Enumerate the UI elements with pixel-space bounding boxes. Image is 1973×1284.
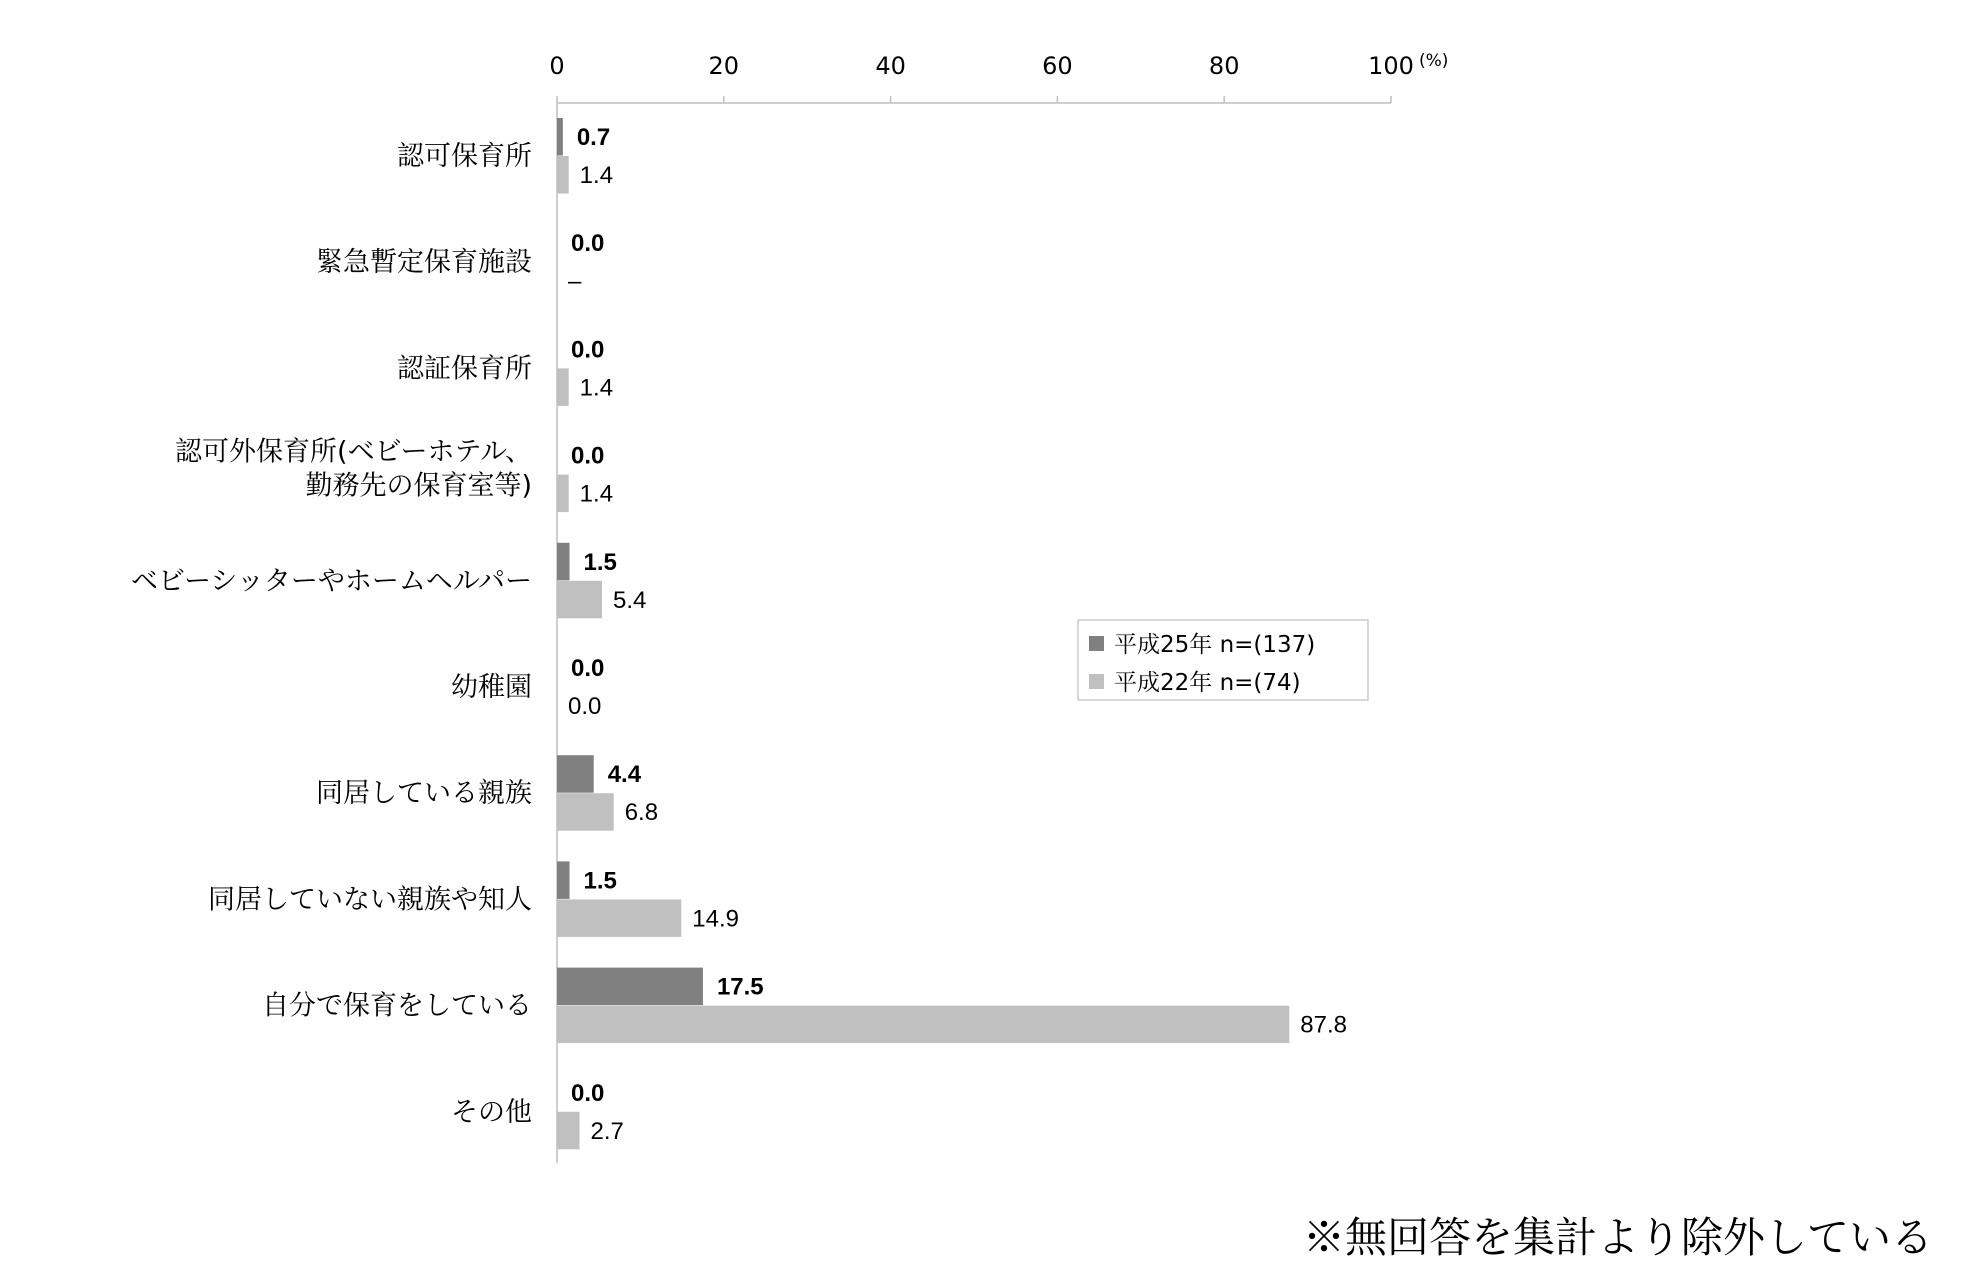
category-label: 幼稚園 <box>451 672 532 703</box>
bar-h22 <box>557 793 614 831</box>
bar-h25 <box>557 543 570 581</box>
bar-h25 <box>557 118 563 156</box>
value-label-h22: 0.0 <box>568 693 602 720</box>
value-label-h22: 14.9 <box>692 905 739 933</box>
category-label: 自分で保育をしている <box>262 990 532 1022</box>
x-tick-label: 80 <box>1208 52 1240 80</box>
bar-h22 <box>557 899 681 937</box>
value-label-h25: 0.0 <box>571 230 605 258</box>
category-label: ベビーシッターやホームヘルパー <box>131 565 532 597</box>
value-label-h22: 2.7 <box>590 1117 624 1145</box>
value-label-h22: 1.4 <box>579 374 614 402</box>
legend <box>1078 620 1368 700</box>
legend-label-h25: 平成25年 n=(137) <box>1114 632 1316 658</box>
bar-h22 <box>557 1006 1289 1044</box>
footnote: ※無回答を集計より除外している <box>1302 1213 1933 1262</box>
value-label-h22: 1.4 <box>579 480 614 508</box>
x-tick-label: 40 <box>875 52 906 80</box>
legend-label-h22: 平成22年 n=(74) <box>1114 670 1301 696</box>
category-label: 勤務先の保育室等) <box>305 470 532 502</box>
value-label-h25: 17.5 <box>716 973 764 1001</box>
bar-h22 <box>557 581 602 619</box>
x-tick-label: 0 <box>549 52 565 80</box>
bar-h22 <box>557 475 569 512</box>
value-label-h25: 0.0 <box>571 336 605 364</box>
x-tick-label: 20 <box>708 52 740 80</box>
category-label: 認可保育所 <box>397 141 532 172</box>
bar-h22 <box>557 1112 580 1150</box>
value-label-h22: 1.4 <box>579 162 614 189</box>
value-label-h25: 4.4 <box>607 761 642 789</box>
category-label: 同居していない親族や知人 <box>208 884 532 916</box>
x-tick-label: 60 <box>1042 52 1073 80</box>
category-label: 認証保育所 <box>397 353 532 385</box>
category-labels <box>131 141 532 1128</box>
bar-h22 <box>557 368 569 406</box>
bar-h25 <box>557 968 703 1006</box>
bar-h22 <box>557 156 569 194</box>
category-label: 同居している親族 <box>316 778 532 810</box>
x-tick-label: 100 <box>1368 52 1414 80</box>
legend-swatch-h25 <box>1089 636 1104 651</box>
value-label-h25: 0.7 <box>576 124 611 151</box>
bar-h25 <box>557 861 570 899</box>
category-label: 緊急暫定保育施設 <box>316 247 532 279</box>
value-label-h25: 0.0 <box>571 655 605 682</box>
value-label-h25: 1.5 <box>583 867 617 895</box>
value-label-h22: 5.4 <box>613 586 647 614</box>
value-label-h22: 87.8 <box>1300 1011 1347 1039</box>
category-label: 認可外保育所(ベビーホテル、 <box>175 436 532 468</box>
value-label-h22: 6.8 <box>624 799 659 827</box>
category-label: その他 <box>451 1096 532 1128</box>
axis-unit-label: (%) <box>1419 51 1449 71</box>
bar-h25 <box>557 755 594 793</box>
value-label-h25: 0.0 <box>571 442 605 470</box>
value-label-h25: 0.0 <box>571 1079 605 1107</box>
legend-swatch-h22 <box>1089 674 1104 689</box>
value-label-h25: 1.5 <box>583 548 617 576</box>
value-label-h22: – <box>568 268 582 296</box>
